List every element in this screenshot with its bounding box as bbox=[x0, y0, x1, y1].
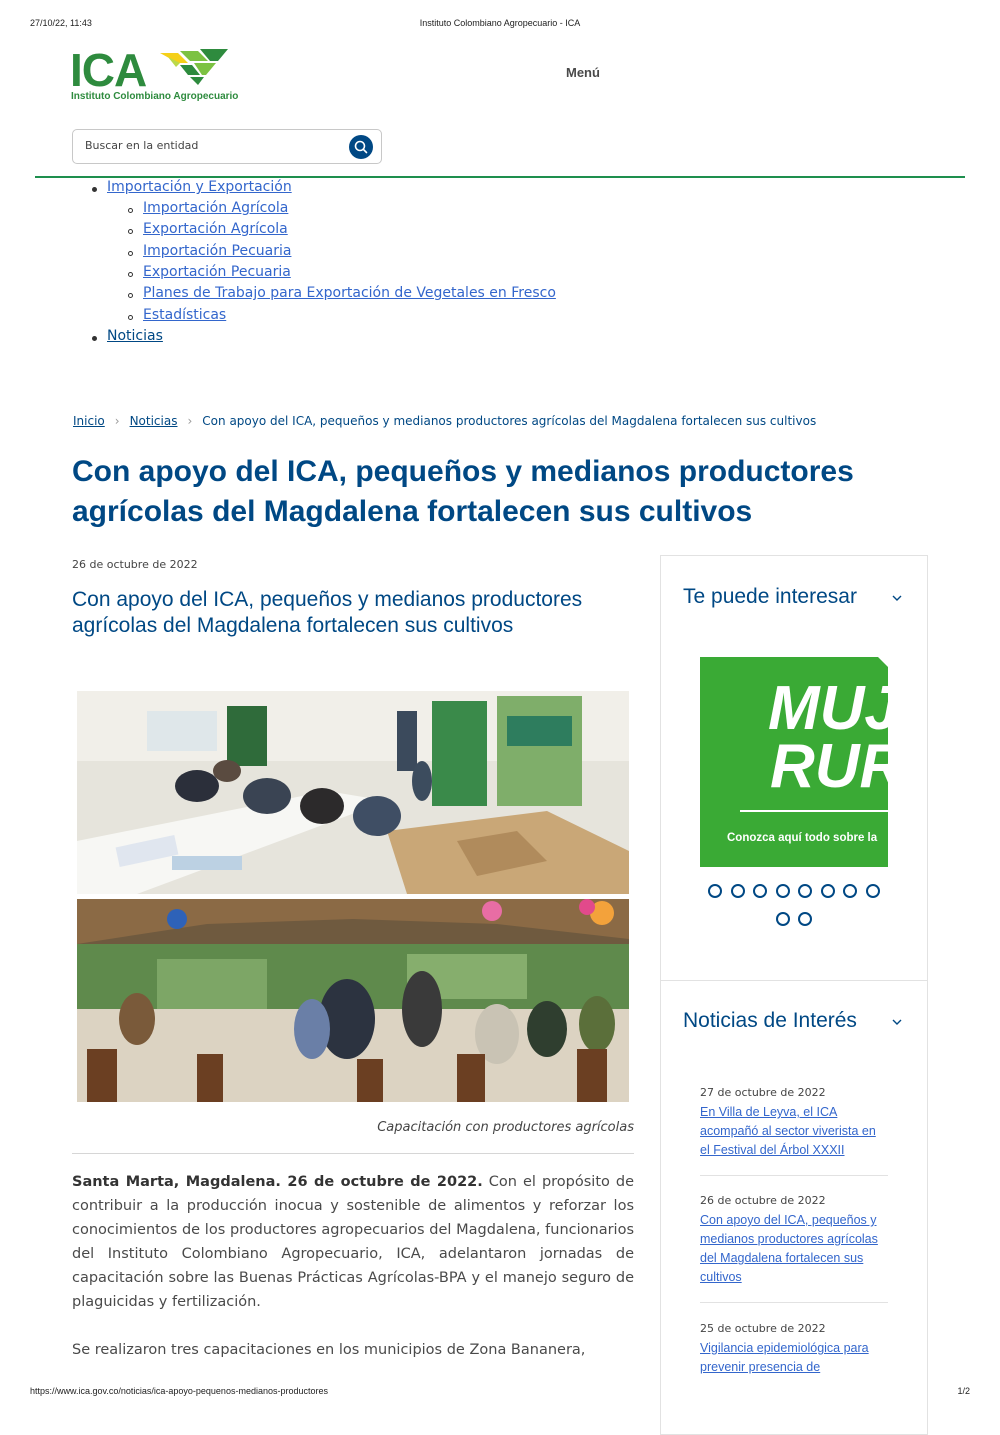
news-divider bbox=[700, 1302, 888, 1303]
article-lead: Santa Marta, Magdalena. 26 de octubre de 2022. bbox=[72, 1174, 483, 1190]
nav-item-noticias[interactable]: Noticias bbox=[107, 328, 163, 344]
bullet-icon bbox=[128, 208, 133, 213]
article-date: 26 de octubre de 2022 bbox=[72, 558, 198, 571]
print-page-number: 1/2 bbox=[957, 1386, 970, 1396]
print-url: https://www.ica.gov.co/noticias/ica-apoyo-pequenos-medianos-productores bbox=[30, 1386, 328, 1396]
bullet-icon bbox=[92, 187, 97, 192]
carousel-dot[interactable] bbox=[821, 884, 835, 898]
article-photo-outdoor bbox=[77, 899, 629, 1102]
photo-caption: Capacitación con productores agrícolas bbox=[377, 1120, 634, 1135]
banner-tagline: Conozca aquí todo sobre la bbox=[727, 832, 878, 844]
article-paragraph-2: Se realizaron tres capacitaciones en los municipios de Zona Bananera, bbox=[72, 1342, 586, 1358]
nav-item-importacion-pecuaria[interactable]: Importación Pecuaria bbox=[143, 243, 292, 259]
news-divider bbox=[700, 1175, 888, 1176]
article-paragraph bbox=[72, 1170, 634, 1314]
chevron-down-icon[interactable] bbox=[892, 592, 902, 606]
bullet-icon bbox=[92, 336, 97, 341]
news-date: 26 de octubre de 2022 bbox=[700, 1194, 826, 1207]
news-link[interactable]: Con apoyo del ICA, pequeños y medianos productores agrícolas del Magdalena fortalecen sus cultivos bbox=[700, 1213, 878, 1284]
carousel-dot[interactable] bbox=[866, 884, 880, 898]
rural-women-banner[interactable] bbox=[700, 657, 905, 867]
bullet-icon bbox=[128, 272, 133, 277]
nav-item-importacion-agricola[interactable]: Importación Agrícola bbox=[143, 200, 289, 216]
banner-line1: MUJ bbox=[768, 674, 899, 743]
caption-divider bbox=[72, 1153, 634, 1154]
news-link[interactable]: Vigilancia epidemiológica para prevenir presencia de bbox=[700, 1341, 869, 1374]
search-button[interactable] bbox=[349, 135, 373, 159]
logo-subtitle: Instituto Colombiano Agropecuario bbox=[71, 91, 239, 102]
carousel-dot[interactable] bbox=[776, 912, 790, 926]
interest-heading: Te puede interesar bbox=[683, 585, 857, 608]
print-datetime: 27/10/22, 11:43 bbox=[30, 18, 92, 28]
sidebar-divider bbox=[661, 980, 927, 981]
breadcrumb-inicio[interactable]: Inicio bbox=[73, 414, 105, 428]
news-date: 25 de octubre de 2022 bbox=[700, 1322, 826, 1335]
header-divider bbox=[35, 176, 965, 178]
bullet-icon bbox=[128, 229, 133, 234]
article-paragraph-text: Con el propósito de contribuir a la producción inocua y sostenible de alimentos y reforzar los conocimientos de los productores agropecuarios del Magdalena, funcionarios del Instituto Colombiano Agropecuario, ICA, adelantaron jornadas de capacitación sobre las Buenas Prácticas Agrícolas-BPA y el manejo seguro de plaguicidas y fertilización. bbox=[72, 1174, 635, 1310]
nav-item-importacion-exportacion[interactable]: Importación y Exportación bbox=[107, 179, 292, 195]
nav-item-planes-trabajo[interactable]: Planes de Trabajo para Exportación de Vegetales en Fresco bbox=[143, 285, 556, 301]
banner-line2: RUR bbox=[770, 732, 905, 801]
chevron-right-icon: › bbox=[114, 414, 120, 428]
news-link[interactable]: En Villa de Leyva, el ICA acompañó al sector viverista en el Festival del Árbol XXXII bbox=[700, 1105, 876, 1157]
search-input[interactable] bbox=[83, 138, 337, 153]
logo-wordmark: ICA bbox=[70, 44, 147, 96]
search-bar bbox=[72, 129, 382, 164]
news-date: 27 de octubre de 2022 bbox=[700, 1086, 826, 1099]
bullet-icon bbox=[128, 315, 133, 320]
nav-item-exportacion-pecuaria[interactable]: Exportación Pecuaria bbox=[143, 264, 291, 280]
banner-rule bbox=[740, 810, 888, 812]
carousel-dot[interactable] bbox=[776, 884, 790, 898]
breadcrumb-current: Con apoyo del ICA, pequeños y medianos productores agrícolas del Magdalena fortalecen sus cultivos bbox=[202, 414, 817, 428]
nav-item-estadisticas[interactable]: Estadísticas bbox=[143, 307, 227, 323]
page-title: Con apoyo del ICA, pequeños y medianos productores agrícolas del Magdalena fortalecen sus cultivos bbox=[72, 455, 854, 528]
news-heading: Noticias de Interés bbox=[683, 1009, 857, 1032]
article-photo-classroom bbox=[77, 691, 629, 894]
bullet-icon bbox=[128, 293, 133, 298]
ica-logo[interactable] bbox=[70, 45, 240, 105]
nav-item-exportacion-agricola[interactable]: Exportación Agrícola bbox=[143, 221, 288, 237]
print-title: Instituto Colombiano Agropecuario - ICA bbox=[419, 18, 581, 28]
menu-button[interactable]: Menú bbox=[566, 65, 600, 80]
corner-fold-icon bbox=[878, 657, 888, 667]
search-icon bbox=[349, 135, 373, 159]
logo-leaf-icon bbox=[158, 47, 230, 87]
bullet-icon bbox=[128, 251, 133, 256]
chevron-down-icon[interactable] bbox=[892, 1016, 902, 1030]
article-subtitle: Con apoyo del ICA, pequeños y medianos productores agrícolas del Magdalena fortalecen sus cultivos bbox=[72, 588, 583, 637]
breadcrumb-noticias[interactable]: Noticias bbox=[129, 414, 178, 428]
carousel-dot[interactable] bbox=[731, 884, 745, 898]
chevron-right-icon: › bbox=[187, 414, 193, 428]
breadcrumb bbox=[73, 414, 816, 428]
